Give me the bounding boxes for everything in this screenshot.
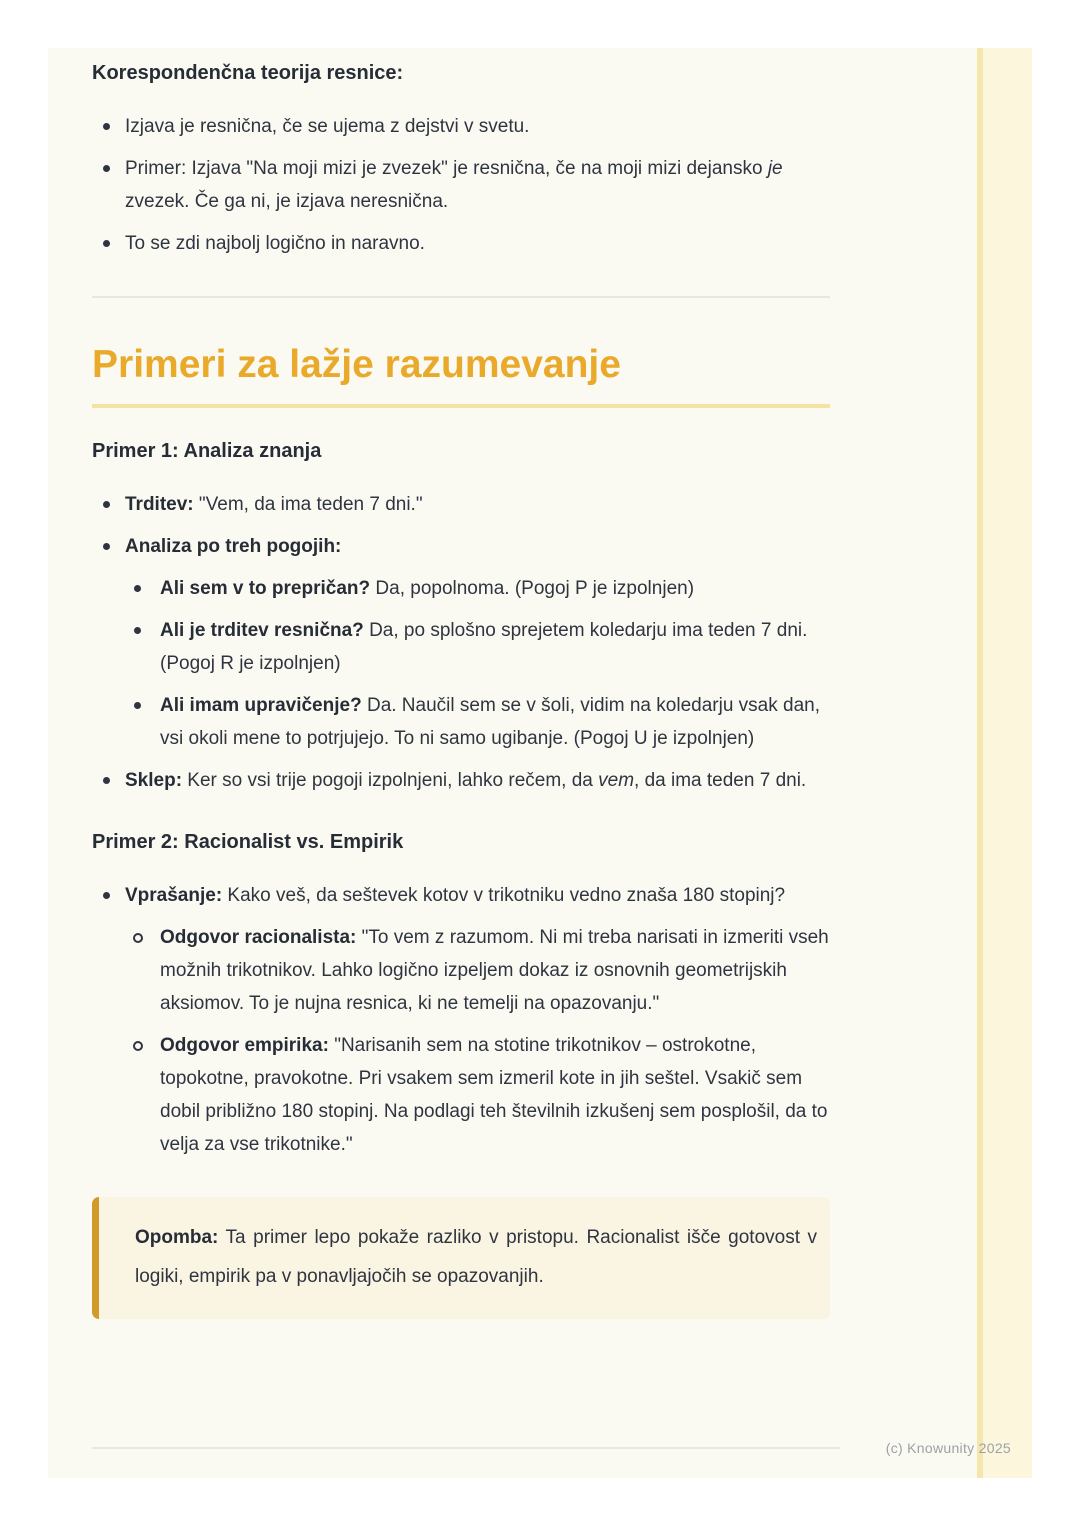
list-item [125,1029,830,1161]
list-item [92,227,830,260]
list-item [92,879,830,1161]
list-item [92,530,830,755]
section-title: Primeri za lažje razumevanje [92,342,830,408]
term-label: Odgovor racionalista: [160,927,357,948]
text-segment: "Narisanih sem na stotine trikotnikov – ostrokotne, topokotne, pravokotne. Pri vsakem sem izmeril kote in jih seštel. Vsakič sem dobil približno 180 stopinj. Na podlagi teh številnih izkušenj sem posplošil, da to velja za vse trikotnike." [160,1035,828,1155]
term-label: Sklep: [125,770,183,791]
list-item [92,152,830,218]
term-label: Trditev: [125,494,194,515]
term-label: Vprašanje: [125,885,223,906]
text-segment: Izjava je resnična, če se ujema z dejstvi v svetu. [125,116,530,137]
page-edge-stripe [977,48,1032,1478]
term-label: Analiza po treh pogojih: [125,536,342,557]
primer1-sublist [125,572,830,755]
list-item [92,764,830,797]
primer2-list [92,879,830,1161]
primer2-heading: Primer 2: Racionalist vs. Empirik [92,831,404,853]
note-text [135,1218,817,1296]
document-page [48,48,1032,1478]
list-item [125,689,830,755]
term-label: Ali je trditev resnična? [160,620,364,641]
text-segment: Ta primer lepo pokaže razliko v pristopu. Racionalist išče gotovost v logiki, empirik pa v ponavljajočih se opazovanjih. [135,1227,817,1287]
list-item [92,110,830,143]
primer2-sublist [125,921,830,1161]
text-segment: zvezek. Če ga ni, je izjava neresnična. [125,191,449,212]
text-segment-italic: je [767,158,783,179]
term-label: Ali sem v to prepričan? [160,578,371,599]
text-segment: , da ima teden 7 dni. [634,770,807,791]
text-segment: "To vem z razumom. Ni mi treba narisati in izmeriti vseh možnih trikotnikov. Lahko logično izpeljem dokaz iz osnovnih geometrijskih aksiomov. To je nujna resnica, ki ne temelji na opazovanju." [160,927,829,1014]
primer1-heading: Primer 1: Analiza znanja [92,440,322,462]
text-segment: Kako veš, da seštevek kotov v trikotniku vedno znaša 180 stopinj? [222,885,786,906]
list-item [125,921,830,1020]
text-segment: To se zdi najbolj logično in naravno. [125,233,425,254]
list-item [92,488,830,521]
note-callout [92,1197,830,1319]
page-footer [92,1440,1011,1456]
term-label: Ali imam upravičenje? [160,695,362,716]
text-segment: Ker so vsi trije pogoji izpolnjeni, lahko rečem, da [182,770,599,791]
page-content [92,48,830,1319]
intro-list [92,110,830,260]
copyright-text: (c) Knowunity 2025 [885,1440,1011,1456]
term-label: Odgovor empirika: [160,1035,329,1056]
section-divider [92,296,830,298]
text-segment: Primer: Izjava "Na moji mizi je zvezek" je resnična, če na moji mizi dejansko [125,158,768,179]
list-item [125,572,830,605]
text-segment-italic: vem [598,770,635,791]
list-item [125,614,830,680]
text-segment: Da, popolnoma. (Pogoj P je izpolnjen) [370,578,695,599]
text-segment: "Vem, da ima teden 7 dni." [193,494,423,515]
primer1-list [92,488,830,797]
text-segment: Da. Naučil sem se v šoli, vidim na koledarju vsak dan, vsi okoli mene to potrjujejo. To ni samo ugibanje. (Pogoj U je izpolnjen) [160,695,820,749]
footer-divider [92,1447,840,1449]
note-label: Opomba: [135,1227,219,1248]
text-segment: Da, po splošno sprejetem koledarju ima teden 7 dni. (Pogoj R je izpolnjen) [160,620,808,674]
intro-heading: Korespondenčna teorija resnice: [92,62,404,84]
